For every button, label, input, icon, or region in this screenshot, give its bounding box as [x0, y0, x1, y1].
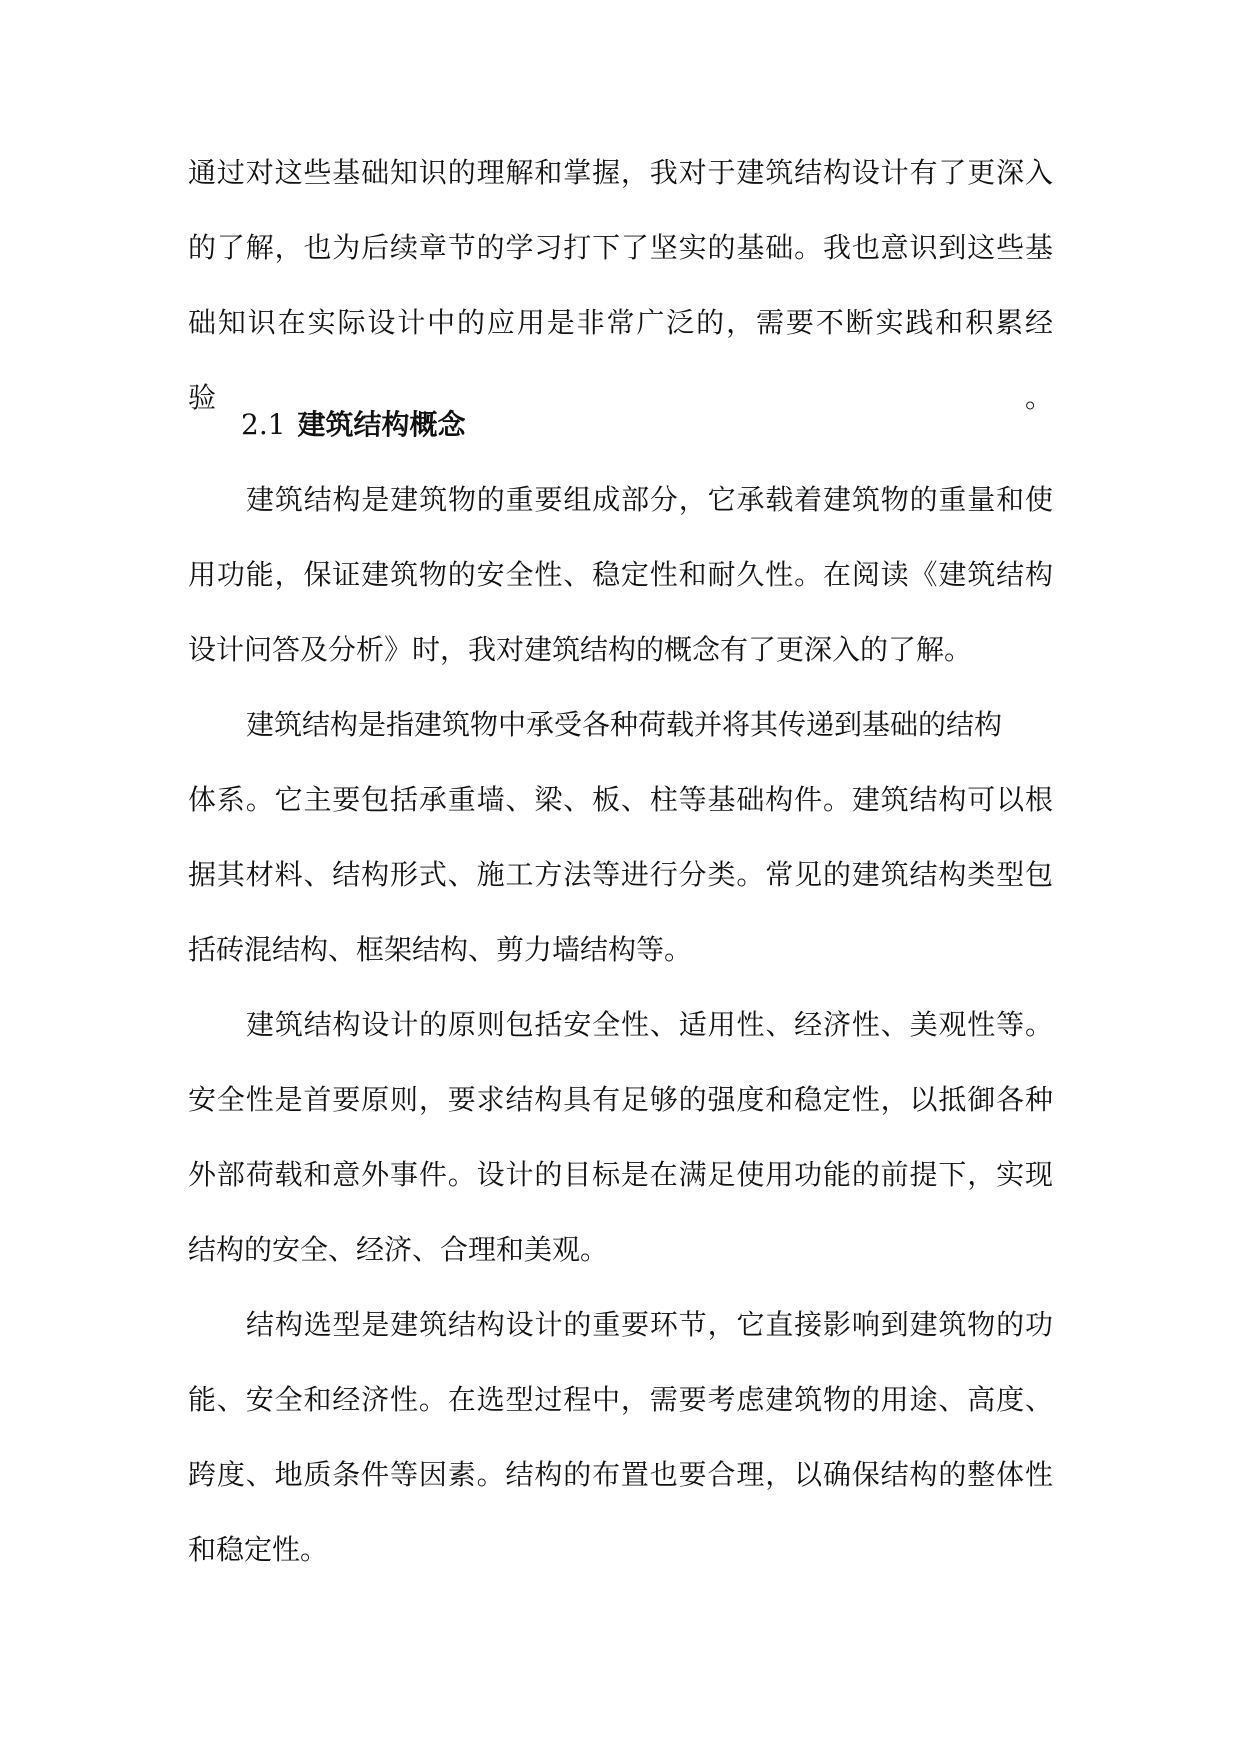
paragraph-line: 安全性是首要原则，要求结构具有足够的强度和稳定性，以抵御各种: [188, 1083, 1053, 1116]
paragraph-line: 结构的安全、经济、合理和美观。: [188, 1233, 609, 1266]
paragraph-line: 体系。它主要包括承重墙、梁、板、柱等基础构件。建筑结构可以根: [188, 783, 1053, 816]
paragraph-line: 设计问答及分析》时，我对建筑结构的概念有了更深入的了解。: [188, 633, 973, 666]
section-heading: [188, 387, 1053, 462]
section-heading-line: [188, 387, 1053, 462]
paragraph: [188, 687, 1053, 987]
paragraph-line: 和稳定性。: [188, 1533, 329, 1566]
section-body: [188, 462, 1053, 1587]
paragraph-line: 括砖混结构、框架结构、剪力墙结构等。: [188, 933, 693, 966]
paragraph-line: 跨度、地质条件等因素。结构的布置也要合理，以确保结构的整体性: [188, 1458, 1053, 1491]
paragraph-line: 据其材料、结构形式、施工方法等进行分类。常见的建筑结构类型包: [188, 858, 1053, 891]
paragraph-line: 建筑结构是指建筑物中承受各种荷载并将其传递到基础的结构: [246, 708, 1003, 741]
paragraph-line: 建筑结构是建筑物的重要组成部分，它承载着建筑物的重量和使: [246, 483, 1053, 516]
paragraph-line: 通过对这些基础知识的理解和掌握，我对于建筑结构设计有了更深入: [188, 156, 1053, 189]
section-number: 2.1: [241, 408, 286, 441]
paragraph-line: 建筑结构设计的原则包括安全性、适用性、经济性、美观性等。: [246, 1008, 1053, 1041]
paragraph-line: 能、安全和经济性。在选型过程中，需要考虑建筑物的用途、高度、: [188, 1383, 1053, 1416]
paragraph-line: 外部荷载和意外事件。设计的目标是在满足使用功能的前提下，实现: [188, 1158, 1053, 1191]
paragraph: [188, 1287, 1053, 1587]
paragraph-line: 用功能，保证建筑物的安全性、稳定性和耐久性。在阅读《建筑结构: [188, 558, 1053, 591]
intro-paragraph: [188, 135, 1053, 414]
paragraph-line: 结构选型是建筑结构设计的重要环节，它直接影响到建筑物的功: [246, 1308, 1053, 1341]
paragraph-line: 的了解，也为后续章节的学习打下了坚实的基础。我也意识到这些基: [188, 231, 1053, 264]
paragraph: [188, 987, 1053, 1287]
paragraph-line: 础知识在实际设计中的应用是非常广泛的，需要不断实践和积累经验。: [188, 306, 1053, 414]
paragraph: [188, 462, 1053, 687]
section-title: 建筑结构概念: [297, 408, 466, 441]
